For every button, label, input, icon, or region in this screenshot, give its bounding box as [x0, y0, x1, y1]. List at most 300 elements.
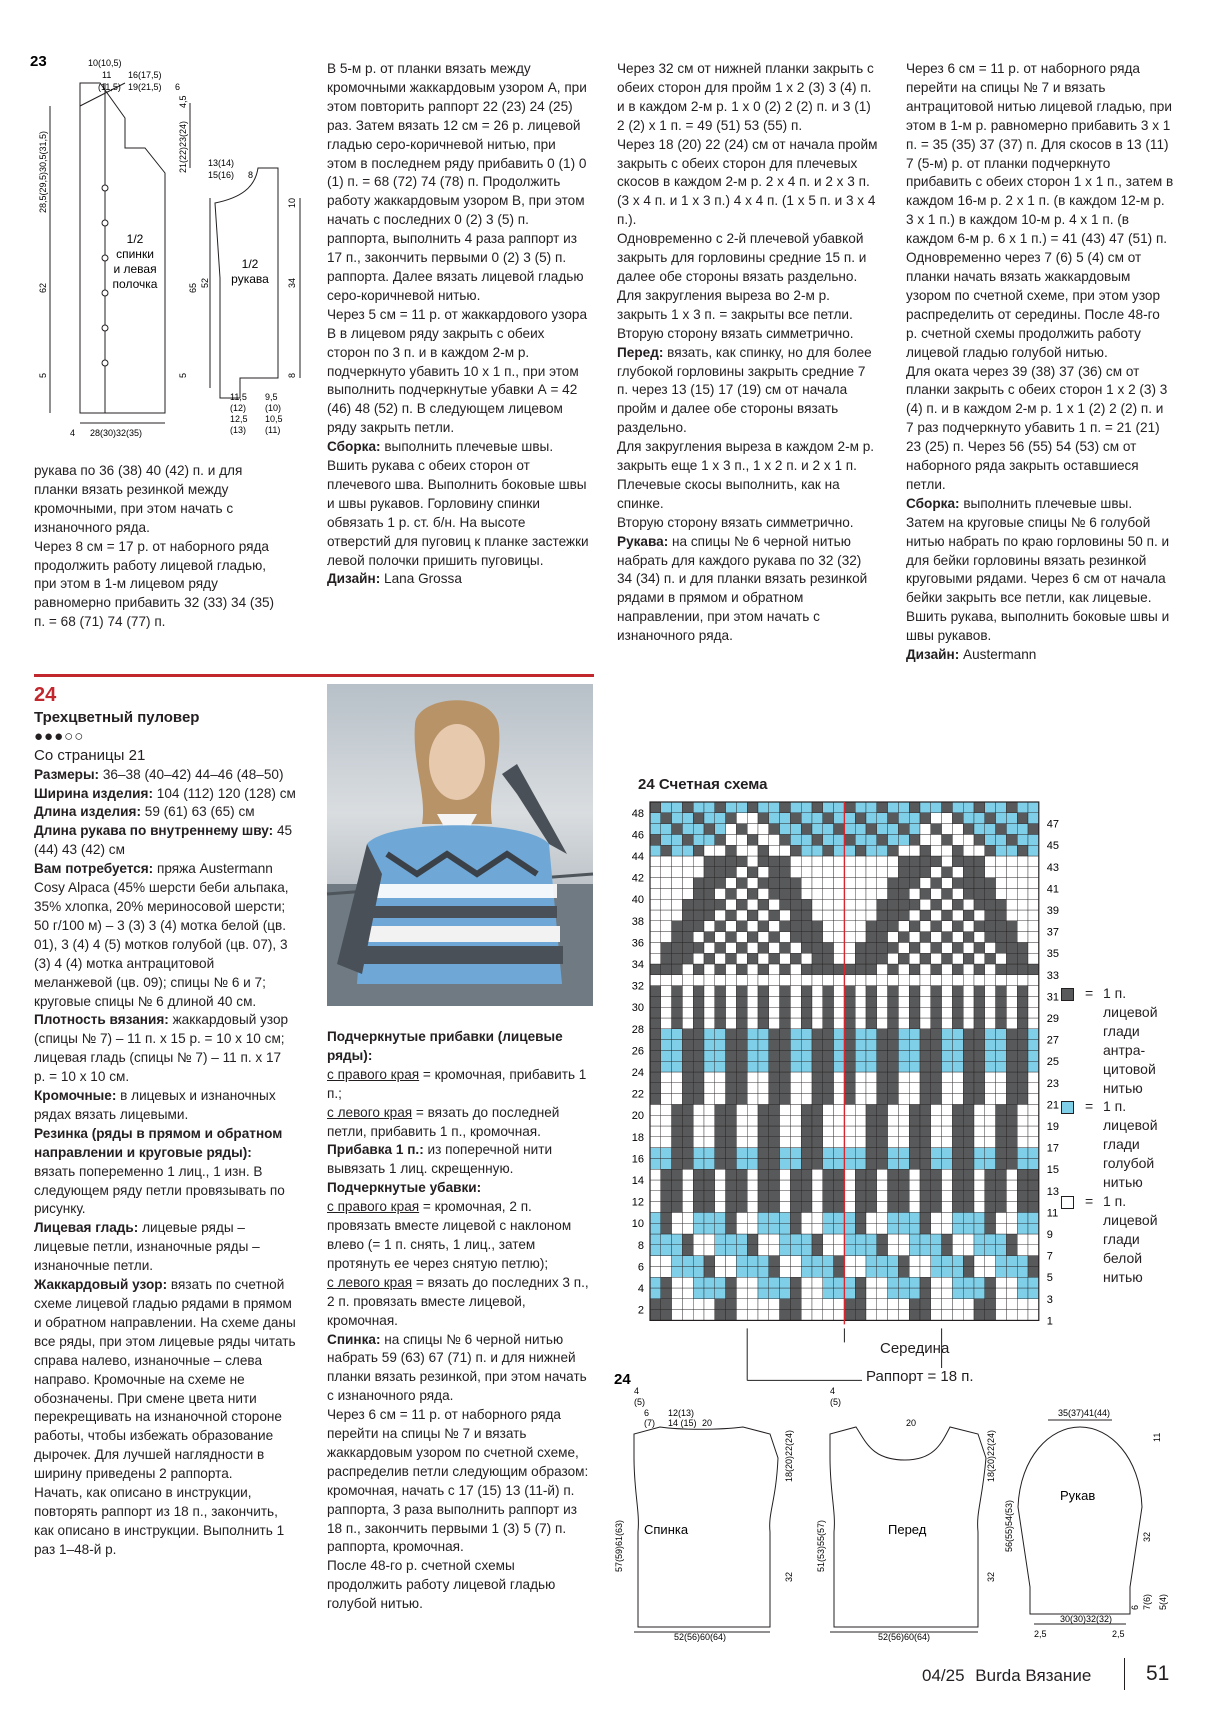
chart-cell [715, 964, 726, 975]
chart-cell [877, 1158, 888, 1169]
chart-cell [780, 1083, 791, 1094]
chart-cell [758, 1299, 769, 1310]
chart-cell [661, 1050, 672, 1061]
chart-cell [650, 953, 661, 964]
chart-cell [942, 1018, 953, 1029]
chart-cell [780, 1288, 791, 1299]
svg-text:52: 52 [200, 277, 210, 288]
chart-cell [844, 1191, 855, 1202]
chart-cell [866, 942, 877, 953]
chart-cell [661, 1191, 672, 1202]
chart-cell [715, 1169, 726, 1180]
chart-cell [931, 888, 942, 899]
chart-cell [726, 1018, 737, 1029]
chart-cell [823, 867, 834, 878]
chart-cell [715, 834, 726, 845]
chart-cell [866, 1191, 877, 1202]
chart-cell [855, 1310, 866, 1321]
chart-cell [1006, 1202, 1017, 1213]
chart-cell [672, 1115, 683, 1126]
chart-cell [931, 856, 942, 867]
chart-cell [823, 899, 834, 910]
chart-cell [877, 834, 888, 845]
chart-cell [801, 1266, 812, 1277]
chart-cell [715, 1234, 726, 1245]
chart-cell [790, 1007, 801, 1018]
chart-cell [877, 824, 888, 835]
chart-cell [661, 1115, 672, 1126]
chart-cell [834, 856, 845, 867]
chart-cell [898, 1029, 909, 1040]
chart-cell [898, 1148, 909, 1159]
chart-cell [747, 813, 758, 824]
chart-cell [704, 878, 715, 889]
chart-cell [790, 953, 801, 964]
chart-cell [747, 824, 758, 835]
chart-cell [693, 953, 704, 964]
chart-cell [747, 834, 758, 845]
chart-cell [931, 1158, 942, 1169]
chart-cell [931, 1115, 942, 1126]
chart-cell [736, 1126, 747, 1137]
svg-text:1/2: 1/2 [241, 257, 259, 271]
chart-cell [952, 834, 963, 845]
chart-cell [812, 888, 823, 899]
chart-row-label: 20 [631, 1110, 644, 1123]
chart-cell [769, 1050, 780, 1061]
chart-cell [1017, 1202, 1028, 1213]
chart-cell [1017, 1083, 1028, 1094]
chart-cell [834, 1169, 845, 1180]
chart-cell [661, 1018, 672, 1029]
chart-cell [866, 834, 877, 845]
chart-cell [974, 1202, 985, 1213]
chart-cell [747, 845, 758, 856]
chart-cell [1017, 1223, 1028, 1234]
chart-cell [672, 1299, 683, 1310]
chart-cell [1006, 1061, 1017, 1072]
chart-cell [736, 856, 747, 867]
chart-cell [1028, 888, 1039, 899]
col4-text: Через 6 см = 11 р. от наборного ряда перейти на спицы № 7 и вязать антрацитовой нитью лицевой гладью, при этом в 1-м р. равномерно прибавить 3 х 1 п. = 35 (35) 37 (37) п. Для скосов в 13 (11) 7 (5-м) р. от планки подчеркнуто прибавить с обеих сторон 1 х 1 п., затем в каждом 16-м р. 2 х 1 п. (в каждом 12-м р. 3 х 1 п.) в каждом 10-м р. 4 х 1 п. (в каждом 6-м р. 6 х 1 п.) = 41 (43) 47 (51) п. Одновременно через 7 (6) 5 (4) см от планки начать вязать жаккардовым узором по счетной схеме, при этом узор распределить от середины. После 48-го р. счетной схемы продолжить работу лицевой гладью голубой нитью. Для оката через 39 (38) 37 (36) см от планки закрыть с обеих сторон 1 х 2 (3) 3 (4) п. и в каждом 2-м р. 1 х 1 (2) 2 (2) п. и 7 раз подчеркнуто убавить 1 п. = 21 (21) 23 (25) п. Через 56 (55) 54 (53) см от наборного ряда закрыть оставшиеся петли. Сборка: выполнить плечевые швы. Затем на круговые спицы № 6 голубой нитью набрать по краю горловины 50 п. и для бейки горловины вязать резинкой круговыми рядами. Через 6 см от начала бейки закрыть все петли, как лицевые. Вшить рукава, выполнить боковые швы и швы рукавов. Дизайн: Austermann [906, 61, 1174, 663]
chart-row-label: 36 [631, 937, 644, 950]
chart-cell [736, 1007, 747, 1018]
chart-cell [985, 802, 996, 813]
chart-cell [780, 996, 791, 1007]
chart-cell [758, 1040, 769, 1051]
chart-cell [801, 986, 812, 997]
chart-cell [650, 824, 661, 835]
chart-cell [758, 910, 769, 921]
chart-cell [747, 1018, 758, 1029]
chart-cell [1006, 1169, 1017, 1180]
chart-row-label: 43 [1046, 861, 1060, 874]
chart-cell [888, 1191, 899, 1202]
chart-cell [823, 1018, 834, 1029]
chart-cell [952, 1029, 963, 1040]
chart-cell [823, 1212, 834, 1223]
chart-cell [726, 975, 737, 986]
chart-cell [715, 856, 726, 867]
chart-cell [985, 986, 996, 997]
chart-cell [866, 1126, 877, 1137]
chart-cell [844, 1158, 855, 1169]
chart-cell [726, 1245, 737, 1256]
chart-row-label: 37 [1046, 926, 1060, 939]
chart-cell [780, 921, 791, 932]
chart-cell [898, 910, 909, 921]
chart-cell [650, 1169, 661, 1180]
svg-text:4: 4 [70, 428, 76, 438]
chart-cell [952, 1310, 963, 1321]
chart-cell [920, 1104, 931, 1115]
chart-cell [704, 1126, 715, 1137]
chart-cell [780, 1169, 791, 1180]
chart-cell [974, 899, 985, 910]
chart-cell [888, 1126, 899, 1137]
chart-cell [834, 1137, 845, 1148]
chart-cell [909, 1115, 920, 1126]
chart-cell [661, 1040, 672, 1051]
chart-cell [1028, 1256, 1039, 1267]
chart-cell [931, 1277, 942, 1288]
chart-cell [704, 1061, 715, 1072]
chart-legend [1055, 984, 1185, 1284]
chart-cell [715, 986, 726, 997]
chart-cell [1006, 824, 1017, 835]
chart-cell [661, 899, 672, 910]
chart-cell [758, 1137, 769, 1148]
chart-cell [1028, 975, 1039, 986]
chart-cell [650, 1126, 661, 1137]
chart-cell [844, 878, 855, 889]
svg-text:6: 6 [644, 1408, 650, 1418]
chart-cell [888, 878, 899, 889]
chart-cell [952, 1061, 963, 1072]
chart-cell [909, 867, 920, 878]
chart-cell [682, 986, 693, 997]
chart-cell [1028, 921, 1039, 932]
chart-cell [650, 1234, 661, 1245]
chart-cell [996, 856, 1007, 867]
chart-cell [736, 1234, 747, 1245]
chart-cell [963, 1029, 974, 1040]
chart-cell [790, 1169, 801, 1180]
chart-cell [888, 986, 899, 997]
chart-cell [801, 975, 812, 986]
chart-cell [661, 1277, 672, 1288]
chart-cell [769, 942, 780, 953]
chart-cell [952, 942, 963, 953]
chart-cell [661, 1126, 672, 1137]
chart-cell [650, 942, 661, 953]
chart-cell [909, 1180, 920, 1191]
chart-cell [693, 834, 704, 845]
chart-cell [801, 1018, 812, 1029]
chart-cell [682, 1050, 693, 1061]
chart-cell [812, 1169, 823, 1180]
chart-cell [747, 888, 758, 899]
chart-cell [801, 1040, 812, 1051]
chart-cell [823, 996, 834, 1007]
chart-cell [1006, 1104, 1017, 1115]
chart-cell [877, 867, 888, 878]
chart-cell [812, 1158, 823, 1169]
chart-cell [898, 824, 909, 835]
chart-cell [909, 996, 920, 1007]
chart-cell [898, 1202, 909, 1213]
chart-row-label: 44 [631, 851, 644, 863]
chart-cell [855, 1256, 866, 1267]
chart-cell [704, 1234, 715, 1245]
chart-cell [726, 1169, 737, 1180]
chart-cell [844, 867, 855, 878]
chart-cell [726, 964, 737, 975]
chart-cell [909, 802, 920, 813]
chart-cell [866, 1180, 877, 1191]
chart-cell [866, 1288, 877, 1299]
svg-text:12(13): 12(13) [668, 1408, 695, 1418]
chart-cell [823, 1126, 834, 1137]
chart-cell [650, 856, 661, 867]
chart-cell [693, 867, 704, 878]
chart-cell [747, 1256, 758, 1267]
footer-issue: 04/25 [922, 1666, 965, 1685]
chart-cell [1006, 1234, 1017, 1245]
chart-cell [801, 1158, 812, 1169]
chart-cell [650, 1061, 661, 1072]
schematic-24 [610, 1372, 1180, 1642]
chart-cell [726, 824, 737, 835]
chart-cell [823, 1169, 834, 1180]
chart-cell [952, 856, 963, 867]
chart-cell [855, 856, 866, 867]
chart-cell [898, 1040, 909, 1051]
chart-cell [898, 899, 909, 910]
chart-cell [952, 975, 963, 986]
chart-cell [1017, 1288, 1028, 1299]
chart-cell [866, 1266, 877, 1277]
chart-cell [812, 1245, 823, 1256]
chart-cell [888, 1288, 899, 1299]
chart-cell [812, 910, 823, 921]
svg-text:52(56)60(64): 52(56)60(64) [878, 1632, 931, 1642]
chart-cell [682, 1310, 693, 1321]
chart-cell [758, 996, 769, 1007]
col2-text: В 5-м р. от планки вязать между кромочными жаккардовым узором А, при этом повторить раппорт 22 (23) 24 (25) раз. Затем вязать 12 см = 26 р. лицевой гладью серо-коричневой нитью, при этом в последнем ряду прибавить 0 (1) 0 (1) п. = 68 (72) 74 (78) п. Продолжить работу жаккардовым узором В, при этом начать с последних 0 (2) 3 (5) п. раппорта, выполнить 4 раза раппорт из 17 п., закончить первыми 0 (2) 3 (5) п. раппорта. Далее вязать лицевой гладью серо-коричневой нитью. Через 5 см = 11 р. от жаккардового узора В в лицевом ряду закрыть с обеих сторон по 3 п. и в каждом 2-м р. подчеркнуто убавить 10 х 1 п., при этом выполнить подчеркнутые убавки А = 42 (46) 48 (52) п. В следующем лицевом ряду закрыть петли. Сборка: выполнить плечевые швы. Вшить рукава с обеих сторон от плечевого шва. Выполнить боковые швы и швы рукавов. Горловину спинки обвязать 1 р. ст. б/н. На высоте отверстий для пуговиц к планке застежки левой полочки пришить пуговицы. Дизайн: Lana Grossa [327, 61, 589, 587]
chart-cell [974, 878, 985, 889]
chart-cell [952, 996, 963, 1007]
chart-cell [769, 1061, 780, 1072]
chart-cell [747, 1115, 758, 1126]
chart-cell [682, 1137, 693, 1148]
chart-cell [996, 1256, 1007, 1267]
chart-cell [952, 1180, 963, 1191]
chart-cell [898, 996, 909, 1007]
col3-text: Через 32 см от нижней планки закрыть с обеих сторон для пройм 1 х 2 (3) 3 (4) п. и в каждом 2-м р. 1 х 0 (2) 2 (2) п. и 3 (1) 2 (2) х 1 п. = 49 (51) 53 (55) п. Через 18 (20) 22 (24) см от начала пройм закрыть с обеих сторон для плечевых скосов в каждом 2-м р. 2 х 4 п. и 2 х 3 п. (3 х 4 п. и 1 х 3 п.) 4 х 4 п. (1 х 5 п. и 3 х 4 п.). Одновременно с 2-й плечевой убавкой закрыть для горловины средние 15 п. и далее обе стороны вязать раздельно. Для закругления выреза во 2-м р. закрыть 1 х 3 п. = закрыты все петли. Вторую сторону вязать симметрично. Перед: вязать, как спинку, но для более глубокой горловины закрыть средние 7 п. через 13 (15) 17 (19) см от начала пройм и далее обе стороны вязать раздельно. Для закругления выреза в каждом 2-м р. закрыть еще 1 х 3 п., 1 х 2 п. и 2 х 1 п. Плечевые скосы выполнить, как на спинке. Вторую сторону вязать симметрично. Рукава: на спицы № 6 черной нитью набрать для каждого рукава по 32 (32) 34 (34) п. и для планки вязать резинкой рядами в прямом и обратном направлении, при этом начать с изнаночного ряда. [617, 61, 878, 644]
chart-row-label: 31 [1046, 991, 1060, 1004]
chart-cell [726, 1029, 737, 1040]
chart-cell [909, 1061, 920, 1072]
chart-cell [704, 1115, 715, 1126]
svg-text:56(55)54(53): 56(55)54(53) [1004, 1499, 1014, 1552]
chart-cell [855, 1126, 866, 1137]
chart-cell [790, 975, 801, 986]
chart-cell [661, 1104, 672, 1115]
chart-cell [834, 878, 845, 889]
chart-row-label: 41 [1046, 883, 1060, 896]
chart-cell [931, 1007, 942, 1018]
chart-cell [682, 1094, 693, 1105]
chart-cell [747, 1212, 758, 1223]
chart-cell [1006, 986, 1017, 997]
chart-cell [715, 813, 726, 824]
chart-cell [693, 899, 704, 910]
chart-cell [758, 1094, 769, 1105]
chart-cell [888, 899, 899, 910]
chart-cell [650, 1018, 661, 1029]
chart-cell [952, 921, 963, 932]
chart-cell [974, 1223, 985, 1234]
chart-cell [963, 845, 974, 856]
chart-cell [823, 932, 834, 943]
chart-cell [823, 1040, 834, 1051]
chart-cell [996, 1115, 1007, 1126]
chart-cell [1017, 899, 1028, 910]
chart-cell [877, 1212, 888, 1223]
chart-cell [974, 1094, 985, 1105]
chart-cell [661, 1072, 672, 1083]
svg-text:и левая: и левая [113, 262, 157, 276]
chart-cell [747, 1310, 758, 1321]
chart-cell [844, 1018, 855, 1029]
chart-cell [661, 964, 672, 975]
chart-cell [974, 1018, 985, 1029]
chart-cell [834, 1083, 845, 1094]
chart-cell [855, 1266, 866, 1277]
chart-cell [682, 1169, 693, 1180]
chart-cell [736, 1029, 747, 1040]
chart-row-label: 18 [631, 1131, 644, 1144]
chart-cell [985, 932, 996, 943]
chart-cell [672, 1212, 683, 1223]
chart-cell [985, 1310, 996, 1321]
chart-cell [974, 1050, 985, 1061]
chart-cell [650, 910, 661, 921]
chart-cell [812, 1126, 823, 1137]
chart-cell [790, 1148, 801, 1159]
chart-cell [812, 1212, 823, 1223]
chart-cell [877, 1180, 888, 1191]
chart-row-label: 16 [631, 1153, 644, 1166]
chart-cell [985, 1288, 996, 1299]
chart-cell [877, 1126, 888, 1137]
chart-cell [931, 1245, 942, 1256]
chart-cell [769, 975, 780, 986]
chart-cell [812, 964, 823, 975]
chart-cell [682, 1115, 693, 1126]
chart-cell [844, 1266, 855, 1277]
chart-cell [855, 1223, 866, 1234]
chart-cell [790, 1083, 801, 1094]
chart-cell [704, 1050, 715, 1061]
button-icon [102, 220, 108, 226]
chart-cell [682, 1266, 693, 1277]
chart-cell [909, 845, 920, 856]
chart-cell [888, 975, 899, 986]
chart-cell [736, 910, 747, 921]
chart-cell [898, 1072, 909, 1083]
chart-cell [834, 1007, 845, 1018]
button-icon [102, 255, 108, 261]
chart-cell [920, 1018, 931, 1029]
chart-cell [963, 1180, 974, 1191]
chart-cell [952, 878, 963, 889]
chart-cell [747, 1083, 758, 1094]
chart-cell [693, 802, 704, 813]
chart-cell [942, 1191, 953, 1202]
chart-cell [780, 1040, 791, 1051]
chart-cell [1017, 1072, 1028, 1083]
chart-cell [1017, 1094, 1028, 1105]
chart-cell [985, 1202, 996, 1213]
chart-cell [704, 1104, 715, 1115]
chart-cell [1028, 1180, 1039, 1191]
chart-cell [898, 888, 909, 899]
chart-cell [1006, 910, 1017, 921]
chart-cell [931, 986, 942, 997]
chart-cell [834, 1040, 845, 1051]
chart-cell [963, 1299, 974, 1310]
chart-cell [650, 975, 661, 986]
chart-cell [963, 1050, 974, 1061]
chart-cell [888, 1277, 899, 1288]
chart-cell [931, 1169, 942, 1180]
chart-cell [877, 1234, 888, 1245]
chart-cell [834, 802, 845, 813]
chart-cell [1017, 1018, 1028, 1029]
chart-cell [985, 1223, 996, 1234]
chart-cell [790, 1018, 801, 1029]
chart-cell [801, 1245, 812, 1256]
chart-cell [974, 1310, 985, 1321]
chart-cell [780, 1256, 791, 1267]
chart-cell [693, 1169, 704, 1180]
chart-cell [823, 856, 834, 867]
chart-cell [985, 1029, 996, 1040]
chart-cell [650, 1299, 661, 1310]
svg-text:65: 65 [188, 282, 198, 293]
chart-cell [758, 845, 769, 856]
chart-cell [985, 942, 996, 953]
chart-cell [844, 1061, 855, 1072]
chart-cell [996, 1148, 1007, 1159]
chart-cell [898, 964, 909, 975]
svg-text:15(16): 15(16) [208, 170, 235, 180]
chart-cell [963, 1104, 974, 1115]
chart-cell [1017, 996, 1028, 1007]
chart-cell [823, 1277, 834, 1288]
chart-cell [736, 813, 747, 824]
chart-cell [682, 856, 693, 867]
chart-cell [877, 899, 888, 910]
chart-cell [682, 996, 693, 1007]
chart-cell [985, 888, 996, 899]
chart-cell [909, 813, 920, 824]
chart-cell [650, 1256, 661, 1267]
chart-cell [823, 1029, 834, 1040]
chart-cell [812, 953, 823, 964]
